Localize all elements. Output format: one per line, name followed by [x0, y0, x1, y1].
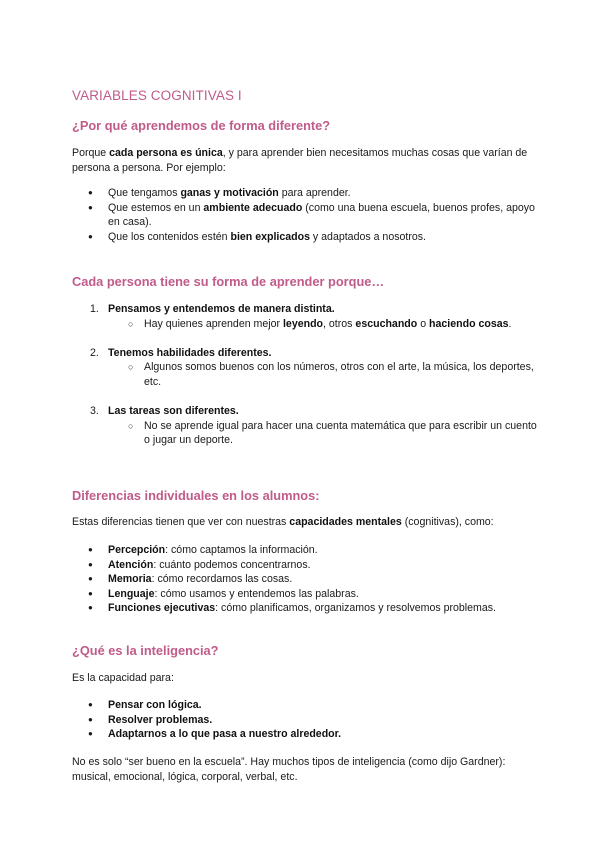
text-run: .	[508, 317, 512, 330]
bold-run: Adaptarnos a lo que pasa a nuestro alrededor.	[108, 728, 342, 741]
section-intelligence-intro: Es la capacidad para:	[72, 672, 174, 684]
bold-run: capacidades mentales	[289, 516, 402, 528]
list-item	[72, 201, 540, 230]
bullet-list-why	[72, 186, 540, 244]
bold-run: ambiente adecuado	[203, 201, 303, 214]
list-item	[72, 230, 540, 245]
sub-list	[108, 360, 540, 389]
bold-run: Percepción	[108, 544, 166, 556]
bold-run: haciendo cosas	[429, 317, 509, 330]
text-run: , otros	[323, 317, 356, 330]
text-run: (cognitivas), como:	[401, 516, 494, 528]
bold-run: leyendo	[282, 317, 324, 330]
document-title: VARIABLES COGNITIVAS I	[72, 88, 242, 103]
item-title: Tenemos habilidades diferentes.	[108, 346, 272, 359]
bullet-list-differences	[72, 543, 540, 616]
bold-run: Lenguaje	[108, 587, 155, 600]
sub-item: ○ Algunos somos buenos con los números, otros con el arte, la música, los deportes, etc.	[108, 360, 540, 389]
bold-run: escuchando	[355, 317, 418, 330]
bold-run: Atención	[108, 558, 154, 571]
text-run: : cómo usamos y entendemos las palabras.	[154, 587, 359, 600]
item-number: 1.	[90, 303, 99, 315]
text-run: o	[417, 317, 430, 330]
list-item	[72, 543, 540, 558]
list-item	[72, 186, 540, 201]
item-title: Pensamos y entendemos de manera distinta.	[108, 303, 335, 315]
section-heading-each-person: Cada persona tiene su forma de aprender porque…	[72, 274, 385, 289]
numbered-list	[72, 302, 540, 463]
bold-run: Pensar con lógica.	[108, 699, 202, 711]
text-run: para aprender.	[278, 187, 351, 199]
numbered-item-1	[72, 302, 540, 331]
text-run: : cómo planificamos, organizamos y resolvemos problemas.	[215, 602, 497, 615]
section-why-intro	[72, 146, 540, 175]
numbered-item-3	[72, 404, 540, 448]
item-number: 3.	[90, 405, 99, 418]
section-intelligence-closing: No es solo “ser bueno en la escuela”. Hay muchos tipos de inteligencia (como dijo Gardner): musical, emocional, lógica, corporal, verbal, etc.	[72, 756, 506, 783]
section-heading-differences: Diferencias individuales en los alumnos:	[72, 488, 320, 503]
item-title: Las tareas son diferentes.	[108, 405, 239, 418]
bold-run: Memoria	[108, 573, 152, 586]
list-item	[72, 727, 540, 742]
list-item	[72, 601, 540, 616]
text-run: : cuánto podemos concentrarnos.	[153, 558, 311, 571]
item-number: 2.	[90, 346, 99, 359]
text-run: , y para aprender bien necesitamos muchas cosas que varían de persona a persona. Por ejemplo:	[72, 147, 528, 174]
list-item	[72, 698, 540, 713]
section-heading-intelligence: ¿Qué es la inteligencia?	[72, 643, 219, 658]
text-run: Porque	[72, 147, 110, 159]
text-run: Que los contenidos estén	[108, 230, 231, 243]
bold-run: ganas y motivación	[180, 187, 279, 199]
text-run: : cómo captamos la información.	[165, 544, 318, 556]
bullet-list-intelligence	[72, 698, 540, 742]
text-run: Hay quienes aprenden mejor	[144, 317, 283, 330]
sub-list	[108, 419, 540, 448]
list-item	[72, 572, 540, 587]
section-differences-intro	[72, 515, 540, 530]
text-run: Que tengamos	[108, 187, 181, 199]
bold-run: Resolver problemas.	[108, 713, 213, 726]
sub-list	[108, 317, 540, 332]
text-run: y adaptados a nosotros.	[309, 230, 427, 243]
sub-item: ○ No se aprende igual para hacer una cuenta matemática que para escribir un cuento o jugar un deporte.	[108, 419, 540, 448]
bold-run: bien explicados	[230, 230, 310, 243]
text-run: Estas diferencias tienen que ver con nuestras	[72, 516, 290, 528]
sub-item	[108, 317, 540, 332]
list-item	[72, 558, 540, 573]
text-run: Que estemos en un	[108, 201, 204, 214]
bold-run: Funciones ejecutivas	[108, 602, 216, 615]
section-heading-why: ¿Por qué aprendemos de forma diferente?	[72, 118, 331, 133]
list-item	[72, 587, 540, 602]
list-item	[72, 713, 540, 728]
bold-run: cada persona es única	[109, 147, 223, 159]
text-run: (como una buena escuela, buenos profes, apoyo en casa).	[108, 201, 535, 229]
numbered-item-2	[72, 346, 540, 390]
text-run: : cómo recordamos las cosas.	[151, 573, 293, 586]
